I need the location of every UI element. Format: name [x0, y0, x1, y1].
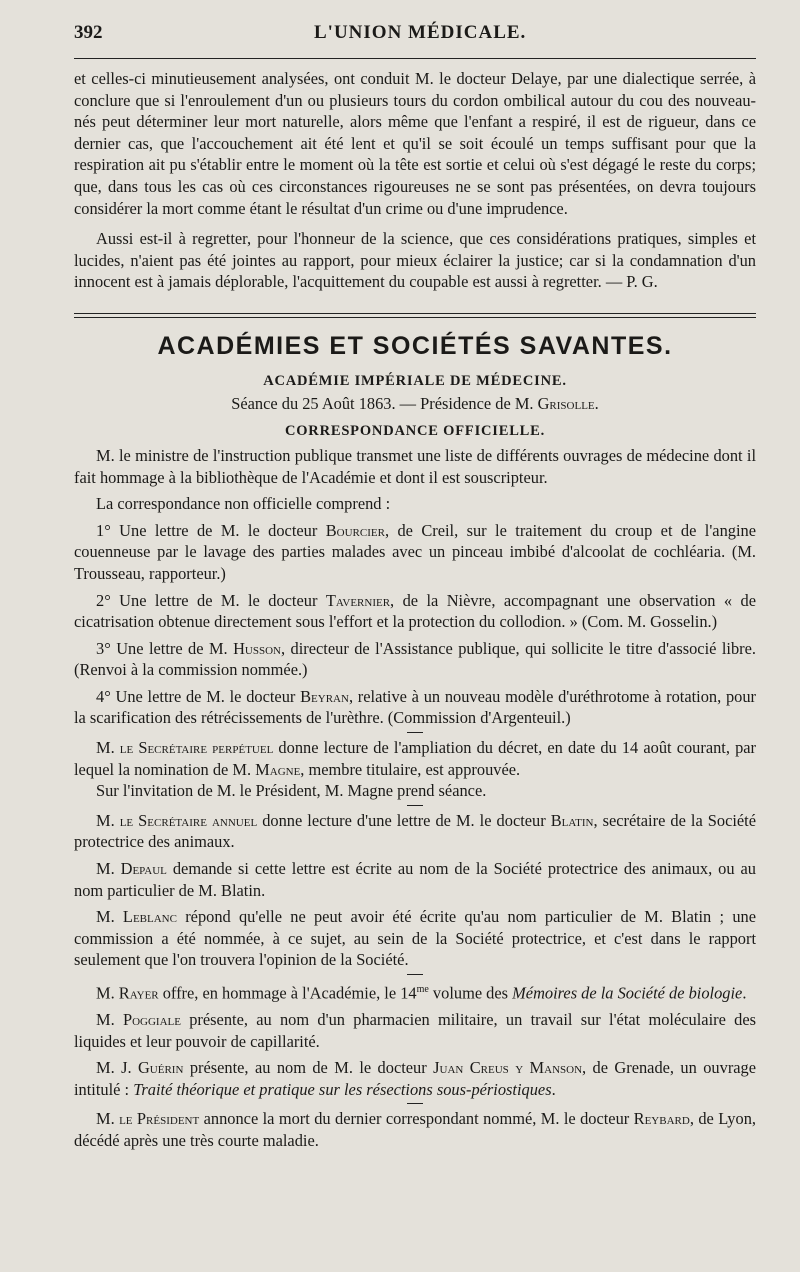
intro-paragraph-1: et celles-ci minutieusement analysées, ont conduit M. le docteur Delaye, par une dialectique serrée, à conclure que si l'enroulement d'un ou plusieurs tours du cordon ombilical autour du cou des nouveau-nés peut déterminer leur mort naturelle, alors même que l'enfant a respiré, il est de rigueur, dans ce dernier cas, que l'accouchement ait été lent et qu'il se soit écoulé un temps suffisant pour que la respiration ait pu s'établir entre le moment où la tête est sortie et celui où s'est dégagé le reste du corps; que, dans tous les cas où ces circonstances rigoureuses ne se sont pas présentées, on devra toujours considérer la mort comme étant le résultat d'un crime ou d'une imprudence.	[74, 69, 756, 218]
academy-heading: ACADÉMIE IMPÉRIALE DE MÉDECINE.	[263, 372, 567, 389]
leblanc-paragraph: M. Leblanc répond qu'elle ne peut avoir été écrite qu'au nom particulier de M. Blatin ; une commission a été nommée, à ce sujet, au sein de la Société protectrice, et c'est dans le rapport seulement que l'on trouvera l'opinion de la Société.	[74, 907, 756, 970]
letter-item-1: 1° Une lettre de M. le docteur Bourcier, de Creil, sur le traitement du croup et de l'angine couenneuse par le lavage des parties malades avec un pinceau imbibé d'alcoolat de cochléaria. (M. Trousseau, rapporteur.)	[74, 520, 756, 583]
page-number: 392	[74, 22, 103, 43]
session-line: Séance du 25 Août 1863. — Présidence de M. Grisolle.	[231, 393, 599, 413]
separator-rule	[407, 732, 423, 733]
rayer-paragraph: M. Rayer offre, en hommage à l'Académie, le $14^{me}$ volume des Mémoires de la Société de biologie.	[96, 983, 747, 1003]
annual-secretary-paragraph: M. le Secrétaire annuel donne lecture d'une lettre de M. le docteur Blatin, secrétaire de la Société protectrice des animaux.	[74, 810, 756, 852]
separator-rule	[407, 974, 423, 975]
minister-paragraph: M. le ministre de l'instruction publique transmet une liste de différents ouvrages de médecine dont il fait hommage à la bibliothèque de l'Académie et dont il est souscripteur.	[74, 445, 756, 487]
magne-seated-paragraph: Sur l'invitation de M. le Président, M. Magne prend séance.	[96, 781, 487, 801]
letter-item-4: 4° Une lettre de M. le docteur Beyran, relative à un nouveau modèle d'uréthrotome à rotation, pour la scarification des rétrécissements de l'urèthre. (Commission d'Argenteuil.)	[74, 686, 757, 728]
running-head	[74, 22, 756, 59]
perpetual-secretary-paragraph: M. le Secrétaire perpétuel donne lecture de l'ampliation du décret, en date du 14 août courant, par lequel la nomination de M. Magne, membre titulaire, est approuvée.	[74, 738, 756, 779]
letter-item-3: 3° Une lettre de M. Husson, directeur de l'Assistance publique, qui sollicite le titre d'associé libre. (Renvoi à la commission nommée.)	[74, 638, 756, 680]
non-official-intro: La correspondance non officielle comprend :	[96, 494, 391, 514]
separator-rule	[407, 805, 423, 806]
poggiale-paragraph: M. Poggiale présente, au nom d'un pharmacien militaire, un travail sur l'état moléculaire des liquides et leur pouvoir de capillarité.	[74, 1010, 756, 1051]
section-divider	[74, 313, 756, 318]
section-title: ACADÉMIES ET SOCIÉTÉS SAVANTES.	[157, 331, 673, 360]
president-paragraph: M. le Président annonce la mort du dernier correspondant nommé, M. le docteur Reybard, de Lyon, décédé après une très courte maladie.	[74, 1109, 756, 1151]
correspondence-heading: CORRESPONDANCE OFFICIELLE.	[284, 422, 546, 439]
depaul-paragraph: M. Depaul demande si cette lettre est écrite au nom de la Société protectrice des animaux, ou au nom particulier de M. Blatin.	[74, 859, 756, 900]
intro-paragraph-2: Aussi est-il à regretter, pour l'honneur de la science, que ces considérations pratiques, simples et lucides, n'aient pas été jointes au rapport, pour mieux éclairer la justice; car si la condamnation d'un innocent est à jamais déplorable, l'acquittement du coupable est aussi à regretter. — P. G.	[74, 229, 756, 292]
journal-title: L'UNION MÉDICALE.	[314, 22, 527, 43]
separator-rule	[407, 1103, 423, 1104]
letter-item-2: 2° Une lettre de M. le docteur Tavernier, de la Nièvre, accompagnant une observation « de cicatrisation obtenue directement sous l'effort et la protection du collodion. » (Com. M. Gosselin.)	[74, 590, 757, 632]
guerin-paragraph: M. J. Guérin présente, au nom de M. le docteur Juan Creus y Manson, de Grenade, un ouvrage intitulé : Traité théorique et pratique sur les résections sous-périostiques.	[74, 1058, 757, 1099]
